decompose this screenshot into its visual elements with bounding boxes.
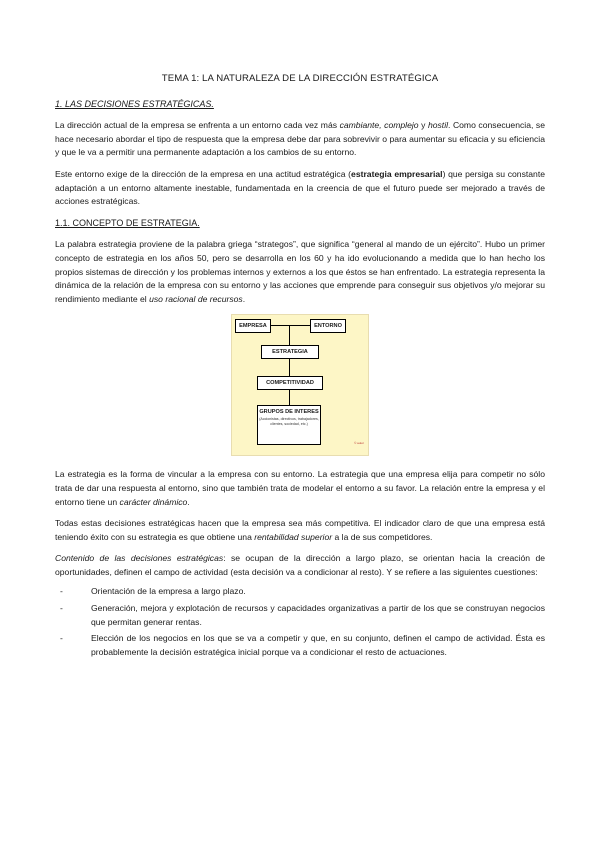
diagram-box-grupos-interes [257, 405, 321, 445]
paragraph-vincular: La estrategia es la forma de vincular a la empresa con su entorno. La estrategia que una empresa elija para competir no sólo trata de dar una respuesta al entorno, sino que también trata de modelar el entorno a su favor. La relación entre la empresa y el entorno tiene un carácter dinámico. [55, 469, 545, 507]
paragraph-strategos: La palabra estrategia proviene de la palabra griega “strategos”, que significa “general al mando de un ejército”. Hubo un primer concepto de estrategia en los años 50, pero se desarrolla en los 60 y ha ido evolucionando a medida que lo han hecho los propios sistemas de dirección y los problemas internos y externos a los que éstos se han enfrentado. La estrategia representa la dinámica de la relación de la empresa con su entorno y las acciones que emprende para conseguir sus objetivos y/o mejorar su rendimiento mediante el uso racional de recursos. [55, 239, 545, 304]
strategy-diagram [231, 314, 369, 456]
paragraph-competitiva: Todas estas decisiones estratégicas hacen que la empresa sea más competitiva. El indicador claro de que una empresa está teniendo éxito con su estrategia es que obtiene una rentabilidad superior a la de sus competidores. [55, 518, 545, 542]
strategy-diagram-wrapper [55, 314, 545, 456]
diagram-author-mark: © autor [354, 440, 364, 445]
diagram-grupos-sublabel: (Accionistas, directivos, trabajadores, clientes, sociedad, etc.) [259, 417, 319, 426]
list-item: - Orientación de la empresa a largo plazo. [55, 585, 545, 599]
diagram-box-empresa: EMPRESA [235, 319, 271, 333]
decisions-list [55, 585, 545, 659]
document-body [55, 72, 545, 662]
paragraph-contenido: Contenido de las decisiones estratégicas: se ocupan de la dirección a largo plazo, se orientan hacia la creación de oportunidades, definen el campo de actividad (esta decisión va a condicionar al resto). Y se refiere a las siguientes cuestiones: [55, 553, 546, 577]
paragraph-entorno: La dirección actual de la empresa se enfrenta a un entorno cada vez más cambiante, complejo y hostil. Como consecuencia, se hace necesario abordar el tipo de respuesta que la empresa debe dar para sobrevivir o para aumentar su eficacia y su eficiencia y que le va a permitir una permanente adaptación a los cambios de su entorno. [55, 120, 545, 158]
list-item: - Elección de los negocios en los que se va a competir y que, en su conjunto, definen el campo de actividad. Ésta es probablemente la decisión estratégica inicial porque va a condicionar el resto de actuaciones. [55, 632, 545, 659]
diagram-connector-to-competitividad [289, 358, 290, 376]
diagram-connector-empresa-entorno [270, 325, 310, 326]
diagram-box-entorno: ENTORNO [310, 319, 346, 333]
list-item: - Generación, mejora y explotación de recursos y capacidades organizativas a partir de los que se construyan negocios que permitan generar rentas. [55, 602, 545, 629]
diagram-box-competitividad: COMPETITIVIDAD [257, 376, 323, 390]
paragraph-actitud-estrategica: Este entorno exige de la dirección de la empresa en una actitud estratégica (estrategia empresarial) que persiga su constante adaptación a un entorno altamente inestable, fundamentada en la creencia de que el futuro puede ser mejorado a través de acciones estratégicas. [55, 168, 545, 207]
diagram-grupos-label: GRUPOS DE INTERES [259, 409, 319, 416]
section-heading-concepto: 1.1. CONCEPTO DE ESTRATEGIA. [55, 217, 200, 228]
page-title: TEMA 1: LA NATURALEZA DE LA DIRECCIÓN ESTRATÉGICA [161, 73, 439, 84]
diagram-connector-to-grupos [289, 389, 290, 405]
diagram-box-estrategia: ESTRATEGIA [261, 345, 319, 359]
diagram-connector-to-estrategia [289, 325, 290, 345]
section-heading-decisiones: 1. LAS DECISIONES ESTRATÉGICAS. [55, 98, 214, 109]
